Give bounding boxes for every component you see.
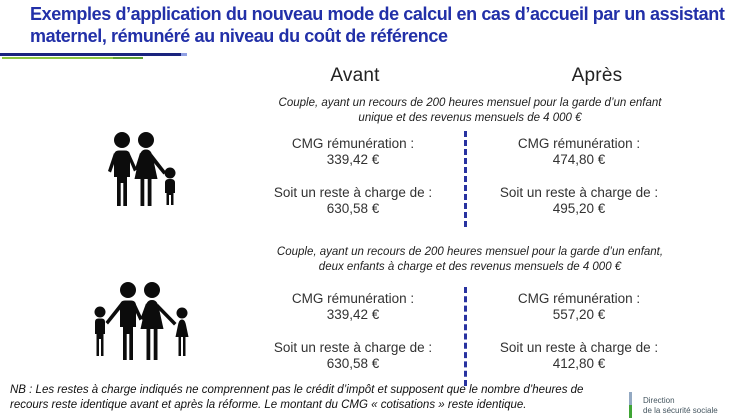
girl-figure <box>176 308 189 357</box>
dss-logo-bar-blue <box>629 392 632 405</box>
woman-figure <box>135 132 167 206</box>
cmg-value: 557,20 € <box>552 307 606 322</box>
title-underline-navy-light <box>181 53 187 56</box>
section2-description <box>238 245 702 275</box>
dss-logo-bar-green <box>629 405 632 418</box>
man-figure <box>108 132 137 206</box>
dss-logo-bar <box>629 392 632 418</box>
reste-pair <box>243 340 463 372</box>
child-figure <box>165 168 176 206</box>
family-couple-one-child-icon <box>104 131 184 207</box>
slide-title: Exemples d’application du nouveau mode de calcul en cas d’accueil par un assistant maternel, rémunéré au niveau du coût de référence <box>30 4 725 46</box>
dashed-divider-section1 <box>464 131 467 227</box>
reste-value: 630,58 € <box>326 356 380 371</box>
cmg-value: 339,42 € <box>326 152 380 167</box>
family-couple-two-children-icon <box>90 282 196 362</box>
cmg-pair <box>468 291 690 323</box>
cmg-pair <box>243 136 463 168</box>
section2-apres-values <box>468 291 690 372</box>
footnote-line2: recours reste identique avant et après la réforme. Le montant du CMG « cotisations » reste identique. <box>10 398 527 411</box>
footnote <box>10 383 635 412</box>
section1-apres-values <box>468 136 690 217</box>
section1-description-line1: Couple, ayant un recours de 200 heures mensuel pour la garde d’un enfant <box>278 97 662 109</box>
reste-label: Soit un reste à charge de : <box>499 340 659 355</box>
dashed-divider-section2 <box>464 287 467 386</box>
reste-pair <box>243 185 463 217</box>
section2-description-line2: deux enfants à charge et des revenus mensuels de 4 000 € <box>318 261 622 273</box>
section1-description <box>238 96 702 126</box>
column-header-apres: Après <box>571 65 623 86</box>
dss-logo-line2: de la sécurité sociale <box>643 405 718 415</box>
cmg-label: CMG rémunération : <box>291 136 415 151</box>
column-header-avant: Avant <box>330 65 380 86</box>
dss-logo-text <box>643 392 718 418</box>
cmg-value: 339,42 € <box>326 307 380 322</box>
cmg-label: CMG rémunération : <box>517 291 641 306</box>
cmg-pair <box>468 136 690 168</box>
reste-pair <box>468 185 690 217</box>
reste-value: 630,58 € <box>326 201 380 216</box>
cmg-label: CMG rémunération : <box>517 136 641 151</box>
section1-description-line2: unique et des revenus mensuels de 4 000 € <box>358 112 582 124</box>
reste-label: Soit un reste à charge de : <box>499 185 659 200</box>
reste-value: 412,80 € <box>552 356 606 371</box>
reste-label: Soit un reste à charge de : <box>273 340 433 355</box>
reste-pair <box>468 340 690 372</box>
reste-label: Soit un reste à charge de : <box>273 185 433 200</box>
footnote-line1: NB : Les restes à charge indiqués ne comprennent pas le crédit d’impôt et supposent que le nombre d’heures de <box>10 384 584 396</box>
title-underline-navy <box>0 53 181 56</box>
cmg-pair <box>243 291 463 323</box>
reste-value: 495,20 € <box>552 201 606 216</box>
title-underline-green-dark <box>113 57 143 59</box>
cmg-value: 474,80 € <box>552 152 606 167</box>
section1-avant-values <box>243 136 463 217</box>
woman-figure <box>141 282 177 360</box>
man-figure <box>106 282 143 360</box>
dss-logo-line1: Direction <box>643 396 675 405</box>
dss-logo <box>629 392 718 418</box>
section2-description-line1: Couple, ayant un recours de 200 heures mensuel pour la garde d’un enfant, <box>276 246 664 258</box>
boy-figure <box>95 307 106 357</box>
cmg-label: CMG rémunération : <box>291 291 415 306</box>
section2-avant-values <box>243 291 463 372</box>
